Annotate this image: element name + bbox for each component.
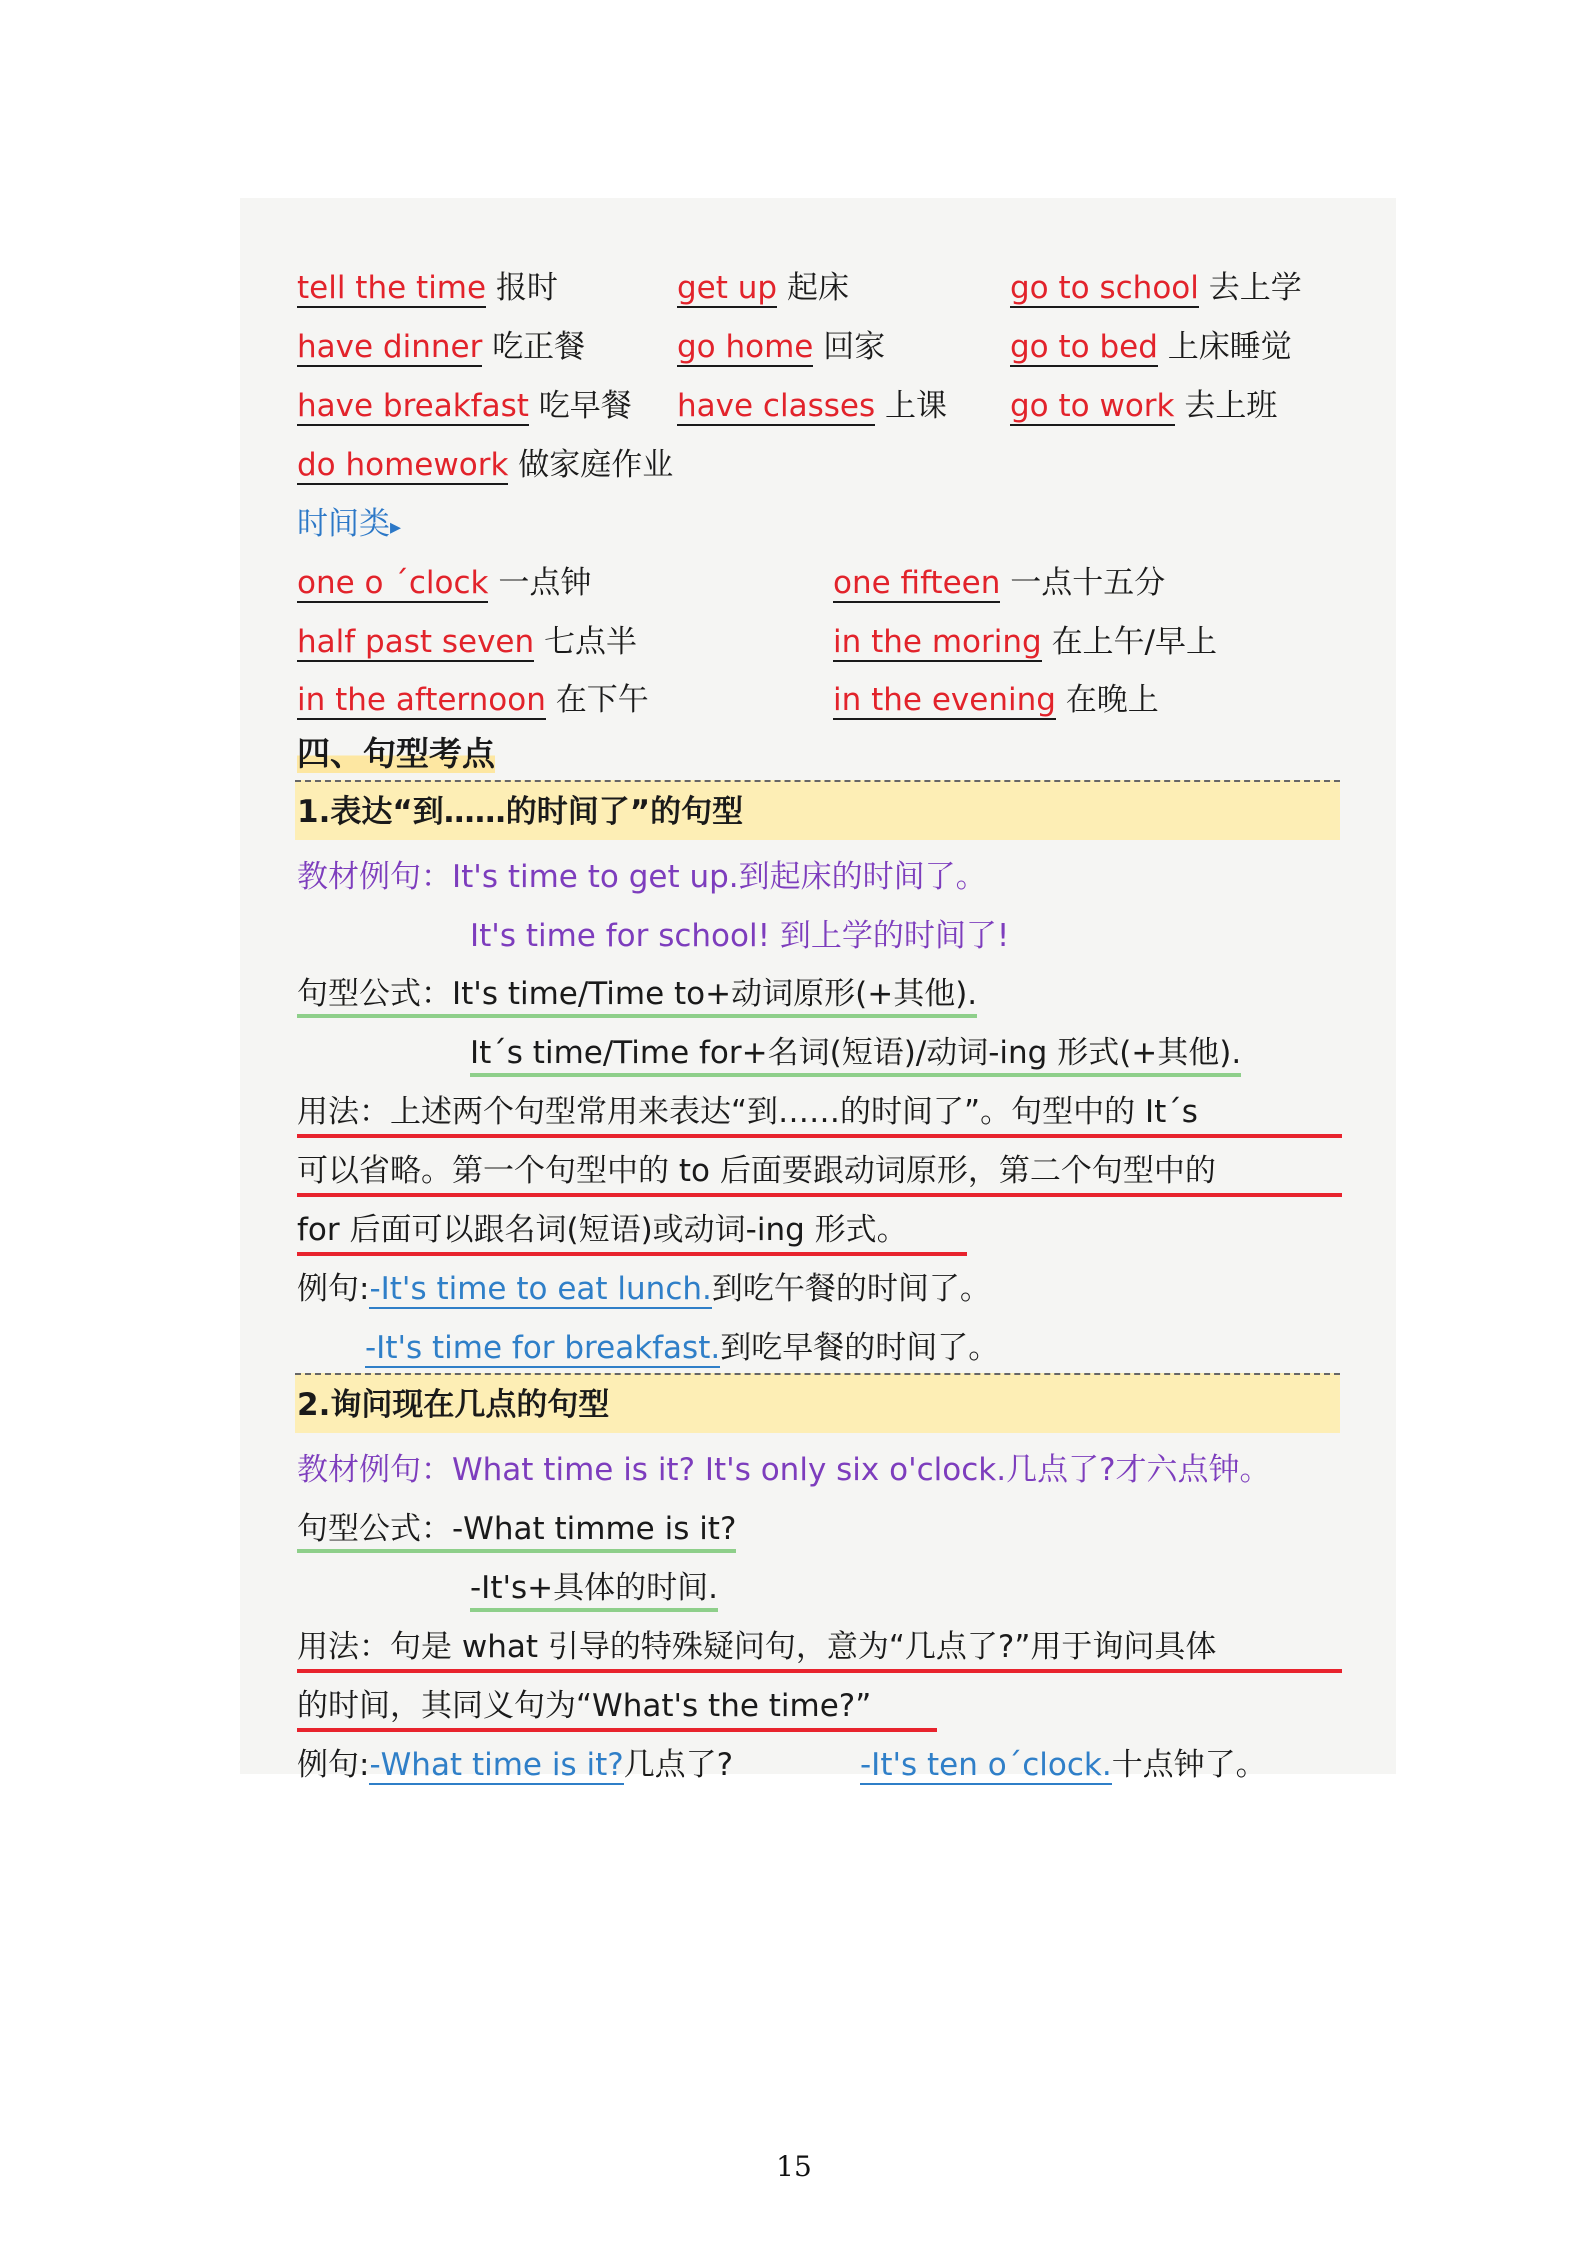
- vocab-item: get up 起床: [677, 270, 849, 306]
- vocab-item: have classes 上课: [677, 388, 947, 424]
- example-sentence: -It's time for breakfast.到吃早餐的时间了。: [365, 1330, 1000, 1366]
- usage-text: 用法：句是 what 引导的特殊疑问句，意为“几点了?”用于询问具体: [297, 1629, 1217, 1665]
- red-underline: [297, 1193, 1342, 1197]
- subsection-1-title: 1.表达“到……的时间了”的句型: [297, 794, 744, 830]
- red-underline: [297, 1728, 937, 1732]
- time-item: in the afternoon 在下午: [297, 682, 649, 718]
- vocab-item: go to bed 上床睡觉: [1010, 329, 1292, 365]
- vocab-item: have breakfast 吃早餐: [297, 388, 632, 424]
- formula: 句型公式：It's time/Time to+动词原形(+其他).: [297, 972, 977, 1016]
- section-title: 四、句型考点: [297, 734, 495, 773]
- formula: 句型公式：-What timme is it?: [297, 1507, 736, 1551]
- textbook-example: 教材例句：It's time to get up.到起床的时间了。: [297, 859, 987, 895]
- triangle-right-icon: ▸: [390, 515, 402, 540]
- vocab-item: go home 回家: [677, 329, 886, 365]
- vocab-item: go to school 去上学: [1010, 270, 1302, 306]
- formula: It´s time/Time for+名词(短语)/动词-ing 形式(+其他).: [470, 1031, 1241, 1075]
- vocab-item: tell the time 报时: [297, 270, 558, 306]
- time-item: one fifteen 一点十五分: [833, 565, 1166, 601]
- formula: -It's+具体的时间.: [470, 1566, 718, 1610]
- time-item: half past seven 七点半: [297, 624, 638, 660]
- example-sentence: 例句:-It's time to eat lunch.到吃午餐的时间了。: [297, 1271, 991, 1307]
- subsection-2-title: 2.询问现在几点的句型: [297, 1387, 610, 1423]
- usage-text: 用法：上述两个句型常用来表达“到……的时间了”。句型中的 It´s: [297, 1094, 1198, 1130]
- usage-text: 可以省略。第一个句型中的 to 后面要跟动词原形，第二个句型中的: [297, 1153, 1216, 1189]
- example-sentence: 例句:-What time is it?几点了?: [297, 1747, 734, 1783]
- vocab-item: have dinner 吃正餐: [297, 329, 586, 365]
- example-sentence: -It's ten o´clock.十点钟了。: [860, 1747, 1267, 1783]
- page-number: 15: [776, 2150, 812, 2183]
- red-underline: [297, 1669, 1342, 1673]
- time-item: in the moring 在上午/早上: [833, 624, 1218, 660]
- red-underline: [297, 1252, 967, 1256]
- usage-text: for 后面可以跟名词(短语)或动词-ing 形式。: [297, 1212, 908, 1248]
- textbook-example: It's time for school! 到上学的时间了!: [470, 918, 1010, 954]
- time-item: in the evening 在晚上: [833, 682, 1159, 718]
- time-category-heading: 时间类▸: [297, 506, 402, 542]
- usage-text: 的时间，其同义句为“What's the time?”: [297, 1688, 872, 1724]
- vocab-item: go to work 去上班: [1010, 388, 1278, 424]
- vocab-item: do homework 做家庭作业: [297, 447, 674, 483]
- textbook-example: 教材例句：What time is it? It's only six o'clock.几点了?才六点钟。: [297, 1452, 1271, 1488]
- red-underline: [297, 1134, 1342, 1138]
- time-item: one o ´clock 一点钟: [297, 565, 592, 601]
